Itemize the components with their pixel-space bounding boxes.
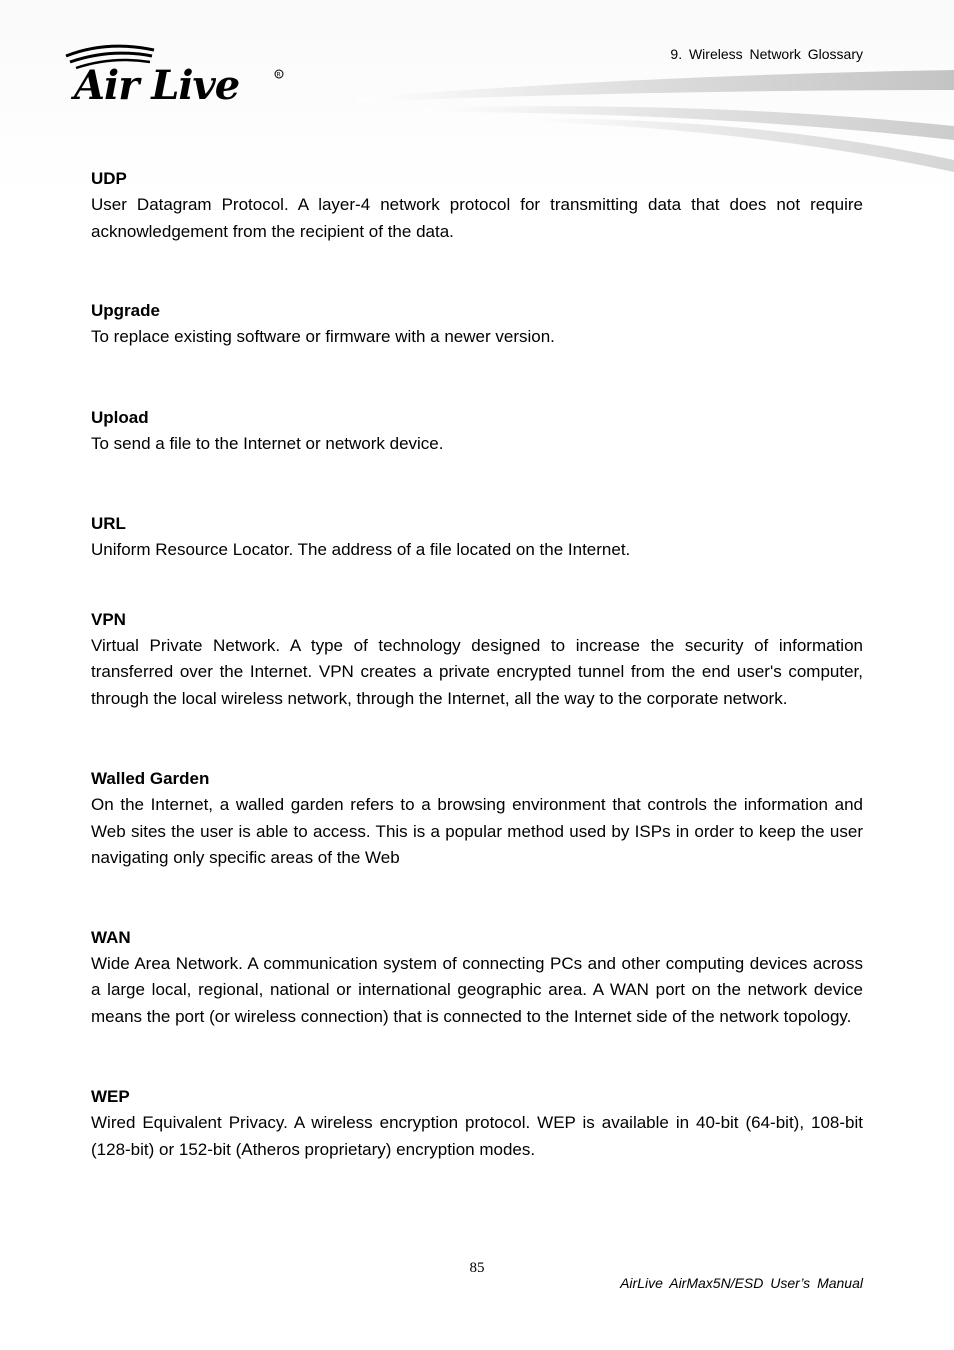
glossary-definition: Wired Equivalent Privacy. A wireless encryption protocol. WEP is available in 40-bit (64-bit), 108-bit (128-bit) or 152-bit (Atheros proprietary) encryption modes. — [91, 1113, 863, 1159]
svg-text:R: R — [276, 71, 281, 79]
glossary-term: WEP — [91, 1087, 130, 1106]
glossary-term: Walled Garden — [91, 769, 210, 788]
glossary-entry-walled-garden — [91, 766, 863, 872]
glossary-entry-udp — [91, 166, 863, 245]
chapter-title: 9. Wireless Network Glossary — [670, 46, 863, 62]
glossary-definition: On the Internet, a walled garden refers to a browsing environment that controls the information and Web sites the user is able to access. This is a popular method used by ISPs in order to keep the user navigating only specific areas of the Web — [91, 795, 863, 867]
glossary-definition: Wide Area Network. A communication system of connecting PCs and other computing devices across a large local, regional, national or international geographic area. A WAN port on the network device means the port (or wireless connection) that is connected to the Internet side of the network topology. — [91, 953, 863, 1026]
glossary-term: Upgrade — [91, 301, 160, 320]
page-number: 85 — [469, 1260, 485, 1276]
glossary-term: WAN — [91, 927, 131, 947]
glossary-entry-wan — [91, 925, 863, 1031]
glossary-definition: Virtual Private Network. A type of technology designed to increase the security of information transferred over the Internet. VPN creates a private encrypted tunnel from the end user's computer, through the local wireless network, through the Internet, all the way to the corporate network. — [91, 635, 863, 708]
manual-title: AirLive AirMax5N/ESD User’s Manual — [620, 1275, 863, 1291]
glossary-term: Upload — [91, 407, 149, 427]
glossary-entry-upgrade — [91, 298, 863, 351]
glossary-list — [91, 166, 863, 1163]
glossary-definition: Uniform Resource Locator. The address of a file located on the Internet. — [91, 540, 631, 559]
glossary-definition: To replace existing software or firmware with a newer version. — [91, 327, 555, 346]
airlive-logo — [62, 42, 292, 104]
glossary-definition: User Datagram Protocol. A layer-4 network protocol for transmitting data that does not require acknowledgement from the recipient of the data. — [91, 195, 863, 241]
glossary-entry-url — [91, 511, 863, 564]
glossary-term: URL — [91, 514, 126, 533]
glossary-definition: To send a file to the Internet or network device. — [91, 433, 444, 453]
glossary-entry-wep — [91, 1084, 863, 1163]
svg-text:Air Live: Air Live — [74, 62, 240, 104]
glossary-term: UDP — [91, 169, 127, 188]
airlive-logo-graphic — [62, 42, 292, 104]
glossary-entry-vpn — [91, 607, 863, 713]
glossary-entry-upload — [91, 405, 863, 458]
glossary-term: VPN — [91, 609, 126, 629]
